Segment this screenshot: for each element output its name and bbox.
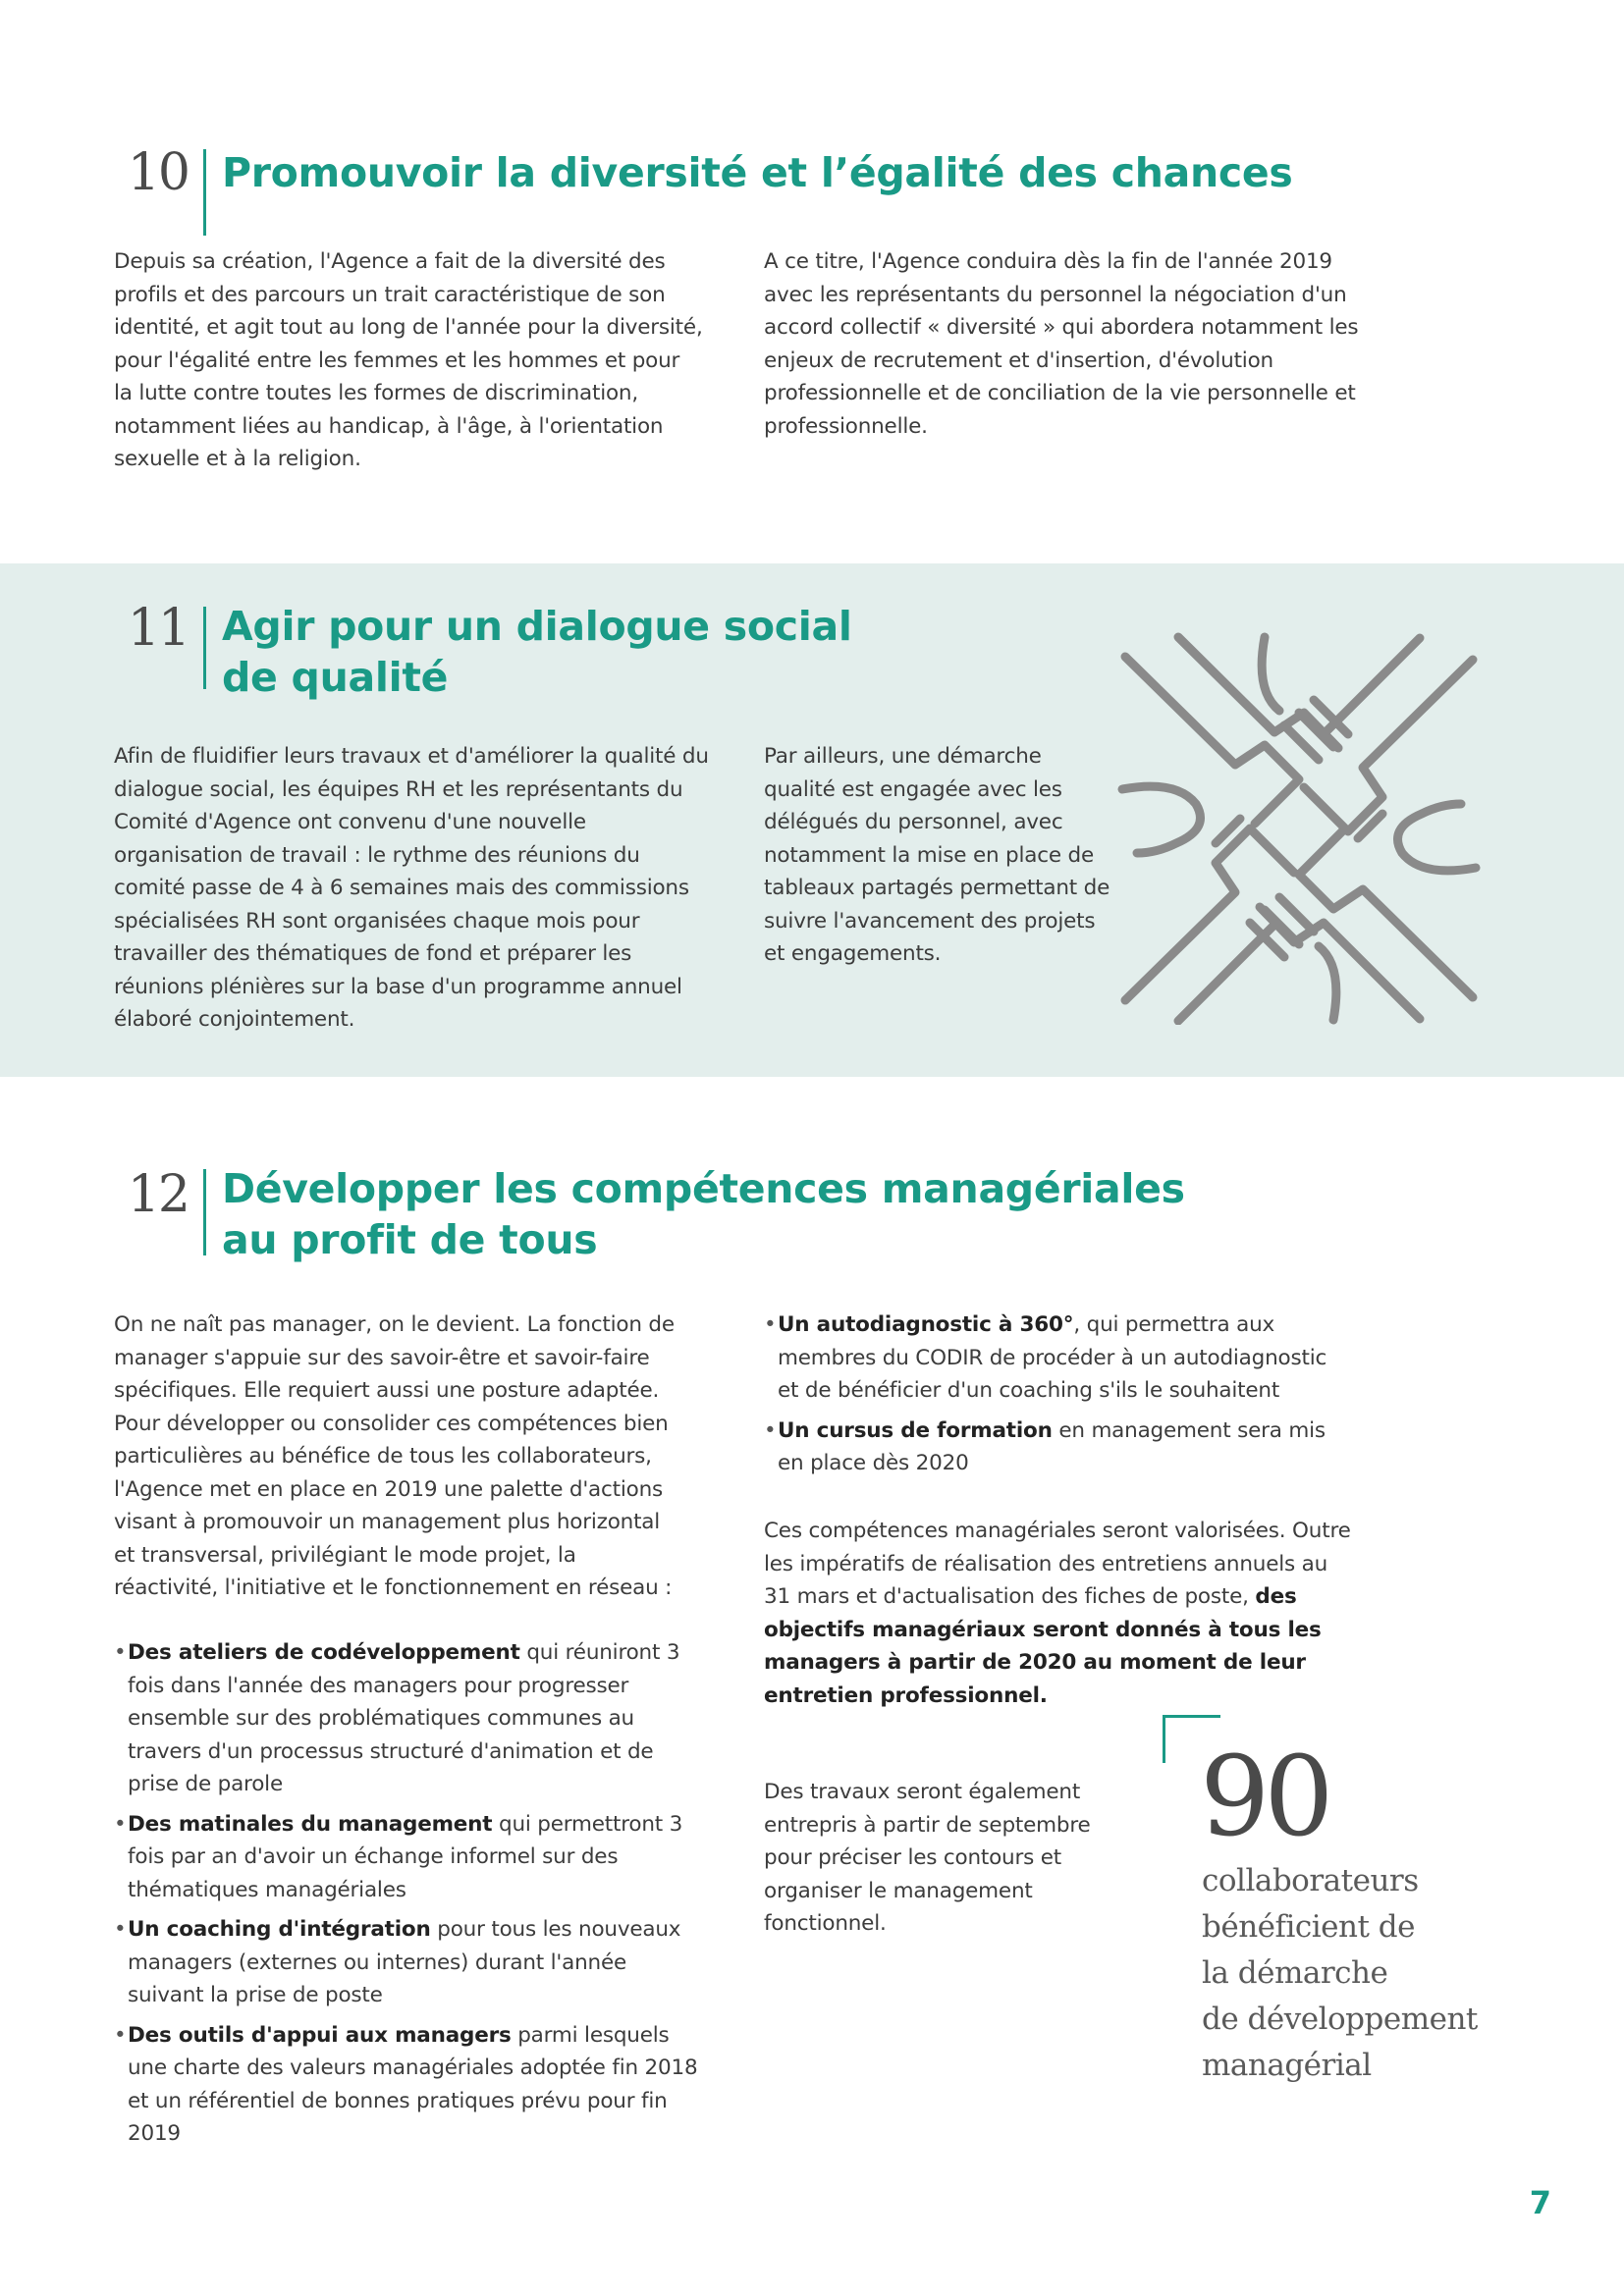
right-paragraph: A ce titre, l'Agence conduira dès la fin de l'année 2019 avec les représentants du personnel la négociation d'un accord collectif « diversité » qui abordera notamment les enjeux de recrutement et d'insertion, d'évolution professionnelle et de conciliation de la vie personnelle et professionnelle. — [764, 249, 1359, 439]
list-item — [114, 1913, 703, 2012]
right-paragraph: Par ailleurs, une démarche qualité est engagée avec les délégués du personnel, avec notamment la mise en place de tableaux partagés permettant de suivre l'avancement des projets et engagements. — [764, 744, 1110, 966]
list-item — [114, 2019, 703, 2151]
list-item — [764, 1415, 1353, 1480]
caption-line: collaborateurs — [1202, 1863, 1419, 1898]
title-line: Agir pour un dialogue social — [222, 603, 852, 650]
section-title — [222, 147, 1292, 198]
title-divider — [203, 607, 206, 689]
title-divider — [203, 1169, 206, 1255]
section-number: 10 — [127, 143, 189, 202]
title-line: Promouvoir la diversité et l’égalité des chances — [222, 149, 1293, 196]
section-11 — [0, 563, 1624, 1077]
list-item-text: qui réuniront 3 fois dans l'année des managers pour progresser ensemble sur des problématiques communes au travers d'un processus structuré d'animation et de prise de parole — [128, 1640, 680, 1796]
list-item-bold: Un autodiagnostic à 360° — [778, 1312, 1074, 1337]
list-item-text: en management sera mis en place dès 2020 — [778, 1417, 1326, 1475]
page-number: 7 — [1529, 2184, 1551, 2221]
list-item-bold: Des ateliers de codéveloppement — [128, 1640, 520, 1665]
stat-caption — [1202, 1858, 1496, 2089]
valorisation-paragraph — [764, 1515, 1353, 1712]
list-item — [114, 1636, 703, 1801]
left-paragraph: Depuis sa création, l'Agence a fait de la diversité des profils et des parcours un trait caractéristique de son identité, et agit tout au long de l'année pour la diversité, pour l'égalité entre les femmes et les hommes et pour la lutte contre toutes les formes de discrimination, notamment liées au handicap, à l'âge, à l'orientation sexuelle et à la religion. — [114, 249, 703, 471]
section-12 — [0, 1077, 1624, 2296]
travaux-paragraph: Des travaux seront également entrepris à partir de septembre pour préciser les contours et organiser le management fonctionnel. — [764, 1780, 1091, 1936]
section-number: 12 — [127, 1165, 189, 1224]
list-item-text: parmi lesquels une charte des valeurs managériales adoptée fin 2018 et un référentiel de bonnes pratiques prévu pour fin 2019 — [128, 2022, 698, 2146]
list-item — [114, 1808, 703, 1907]
hands-together-icon — [1117, 632, 1481, 1025]
list-item-bold: Des matinales du management — [128, 1811, 493, 1837]
list-item-bold: Un coaching d'intégration — [128, 1917, 431, 1942]
caption-line: la démarche — [1202, 1955, 1388, 1991]
list-item-text: , qui permettra aux membres du CODIR de procéder à un autodiagnostic et de bénéficier d'un coaching s'ils le souhaitent — [778, 1312, 1327, 1403]
left-paragraph: Afin de fluidifier leurs travaux et d'améliorer la qualité du dialogue social, les équipes RH et les représentants du Comité d'Agence ont convenu d'une nouvelle organisation de travail : le rythme des réunions du comité passe de 4 à 6 semaines mais des commissions spécialisées RH sont organisées chaque mois pour travailler des thématiques de fond et préparer les réunions plénières sur la base d'un programme annuel élaboré conjointement. — [114, 744, 709, 1032]
section-title — [222, 1163, 1185, 1265]
list-item-bold: Des outils d'appui aux managers — [128, 2022, 512, 2048]
caption-line: managérial — [1202, 2048, 1372, 2083]
title-line: au profit de tous — [222, 1216, 598, 1263]
section-10 — [0, 0, 1624, 550]
valorisation-bold: des objectifs managériaux seront donnés à tous les managers à partir de 2020 au moment de leur entretien professionnel. — [764, 1584, 1322, 1708]
actions-list-left — [114, 1636, 703, 2158]
list-item-text: qui permettront 3 fois par an d'avoir un échange informel sur des thématiques managériales — [128, 1811, 683, 1902]
stat-value: 90 — [1200, 1734, 1328, 1861]
section-number: 11 — [127, 599, 189, 658]
title-line: Développer les compétences managériales — [222, 1165, 1185, 1212]
section-title — [222, 601, 852, 703]
list-item — [764, 1308, 1353, 1408]
list-item-text: pour tous les nouveaux managers (externes ou internes) durant l'année suivant la prise de poste — [128, 1917, 681, 2007]
intro-paragraph: On ne naît pas manager, on le devient. La fonction de manager s'appuie sur des savoir-être et savoir-faire spécifiques. Elle requiert aussi une posture adaptée. Pour développer ou consolider ces compétences bien particulières au bénéfice de tous les collaborateurs, l'Agence met en place en 2019 une palette d'actions visant à promouvoir un management plus horizontal et transversal, privilégiant le mode projet, la réactivité, l'initiative et le fonctionnement en réseau : — [114, 1312, 675, 1600]
actions-list-right — [764, 1308, 1353, 1487]
list-item-bold: Un cursus de formation — [778, 1417, 1053, 1443]
valorisation-text: Ces compétences managériales seront valorisées. Outre les impératifs de réalisation des entretiens annuels au 31 mars et d'actualisation des fiches de poste, — [764, 1519, 1351, 1609]
title-divider — [203, 149, 206, 236]
title-line: de qualité — [222, 654, 449, 701]
caption-line: bénéficient de — [1202, 1909, 1415, 1945]
caption-line: de développement — [1202, 2002, 1478, 2037]
